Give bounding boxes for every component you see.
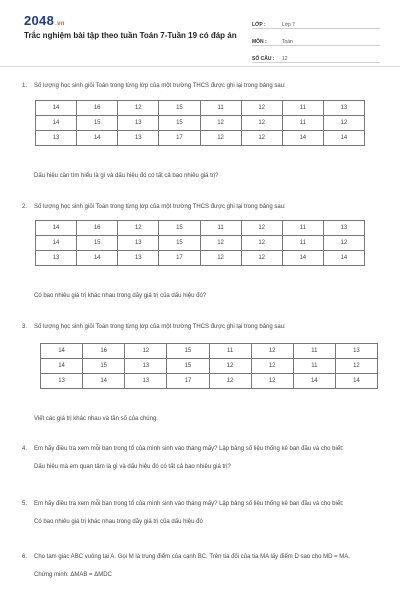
meta-row-class xyxy=(252,14,380,29)
table-cell: 12 xyxy=(241,251,282,266)
table-cell: 14 xyxy=(323,131,364,146)
question-subtext: Có bao nhiêu giá trị khác nhau trong dãy giá trị của dấu hiệu đó? xyxy=(34,293,207,299)
table-cell: 15 xyxy=(159,116,200,131)
question-number: 6. xyxy=(22,554,28,560)
table-cell: 12 xyxy=(241,116,282,131)
table-cell: 11 xyxy=(282,116,323,131)
table-cell: 12 xyxy=(251,359,293,374)
table-cell: 14 xyxy=(41,344,83,359)
question-text: Em hãy điều tra xem mỗi bạn trong tổ của mình sinh vào tháng mấy? Lập bảng số liệu thống kê ban đầu và cho biết: xyxy=(34,446,344,452)
table-cell: 17 xyxy=(159,251,200,266)
table-cell: 12 xyxy=(241,131,282,146)
meta-panel xyxy=(252,14,380,65)
table-cell: 14 xyxy=(77,251,118,266)
table-cell: 16 xyxy=(83,344,125,359)
table-cell: 13 xyxy=(118,236,159,251)
question-number: 3. xyxy=(22,324,28,330)
table-cell: 11 xyxy=(200,221,241,236)
table-cell: 12 xyxy=(323,236,364,251)
table-cell: 12 xyxy=(125,344,167,359)
table-cell: 11 xyxy=(293,359,335,374)
table-cell: 13 xyxy=(118,116,159,131)
question-4 xyxy=(22,445,382,485)
table-cell: 13 xyxy=(118,251,159,266)
table-cell: 12 xyxy=(241,101,282,116)
question-subtext: Có bao nhiêu giá trị khác nhau trong dãy giá trị của dấu hiệu đó xyxy=(34,519,203,525)
table-row xyxy=(36,131,365,146)
table-row xyxy=(41,359,378,374)
table-cell: 12 xyxy=(241,236,282,251)
question-text: Số lượng học sinh giỏi Toán trong từng lớp của một trường THCS được ghi lại trong bảng sau: xyxy=(34,324,286,330)
question-text: Em hãy điều tra xem mỗi bạn trong tổ của mình sinh vào tháng mấy? Lập bảng số liệu thống kê ban đầu và cho biết: xyxy=(34,501,344,507)
question-number: 2. xyxy=(22,204,28,210)
meta-row-subject xyxy=(252,31,380,46)
table-cell: 13 xyxy=(41,374,83,389)
table-cell: 12 xyxy=(251,374,293,389)
meta-row-count xyxy=(252,48,380,63)
question-number: 1. xyxy=(22,83,28,89)
table-cell: 12 xyxy=(323,116,364,131)
logo-suffix: .vn xyxy=(55,21,65,27)
logo-text: 2048 xyxy=(24,13,55,28)
table-cell: 17 xyxy=(167,374,209,389)
table-row xyxy=(41,374,378,389)
table-cell: 15 xyxy=(159,221,200,236)
table-cell: 12 xyxy=(118,101,159,116)
table-row xyxy=(36,236,365,251)
table-cell: 12 xyxy=(251,344,293,359)
table-cell: 13 xyxy=(36,251,77,266)
table-cell: 13 xyxy=(118,131,159,146)
table-cell: 12 xyxy=(200,116,241,131)
question-text: Số lượng học sinh giỏi Toán trong từng lớp của một trường THCS được ghi lại trong bảng sau: xyxy=(34,83,286,89)
table-row xyxy=(36,101,365,116)
table-cell: 12 xyxy=(241,221,282,236)
table-cell: 11 xyxy=(282,221,323,236)
table-cell: 17 xyxy=(159,131,200,146)
question-subtext: Chứng minh: ΔMAB = ΔMDC xyxy=(34,572,112,578)
table-cell: 13 xyxy=(125,359,167,374)
page-header xyxy=(0,0,400,67)
meta-label: MÔN : xyxy=(252,39,267,45)
question-subtext: Dấu hiệu cần tìm hiểu là gì và dấu hiệu đó có tất cả bao nhiêu giá trị? xyxy=(34,173,219,179)
table-cell: 11 xyxy=(293,344,335,359)
table-cell: 12 xyxy=(335,359,377,374)
data-table xyxy=(35,100,365,146)
question-1 xyxy=(22,82,382,192)
table-row xyxy=(41,344,378,359)
question-subtext: Viết các giá trị khác nhau và tần số của chúng. xyxy=(34,416,158,422)
table-cell: 15 xyxy=(77,116,118,131)
site-logo[interactable] xyxy=(24,13,65,28)
table-cell: 11 xyxy=(282,236,323,251)
table-cell: 13 xyxy=(36,131,77,146)
table-cell: 15 xyxy=(159,236,200,251)
data-table xyxy=(40,343,378,389)
table-cell: 12 xyxy=(200,131,241,146)
table-cell: 14 xyxy=(41,359,83,374)
question-2 xyxy=(22,203,382,313)
question-5 xyxy=(22,500,382,540)
data-table xyxy=(35,220,365,266)
table-cell: 14 xyxy=(282,131,323,146)
table-cell: 11 xyxy=(282,101,323,116)
table-cell: 12 xyxy=(209,374,251,389)
page-title: Trắc nghiệm bài tập theo tuần Toán 7-Tuần 19 có đáp án xyxy=(24,31,237,40)
table-cell: 14 xyxy=(282,251,323,266)
table-cell: 12 xyxy=(209,359,251,374)
table-cell: 13 xyxy=(125,374,167,389)
question-text: Cho tam giác ABC vuông tại A. Gọi M là trung điểm của cạnh BC. Trên tia đối của tia MA lấy điểm D sao cho MD = MA. xyxy=(34,554,350,560)
table-cell: 14 xyxy=(293,374,335,389)
table-cell: 14 xyxy=(83,374,125,389)
table-cell: 15 xyxy=(77,236,118,251)
table-cell: 16 xyxy=(77,101,118,116)
table-cell: 14 xyxy=(335,374,377,389)
table-cell: 13 xyxy=(335,344,377,359)
table-cell: 14 xyxy=(36,116,77,131)
meta-label: LỚP : xyxy=(252,22,266,28)
table-row xyxy=(36,251,365,266)
table-cell: 15 xyxy=(167,344,209,359)
table-cell: 15 xyxy=(159,101,200,116)
table-cell: 11 xyxy=(209,344,251,359)
question-subtext: Dấu hiệu mà em quan tâm là gì và dấu hiệu đó có tất cả bao nhiêu giá trị? xyxy=(34,464,231,470)
table-cell: 12 xyxy=(200,251,241,266)
table-cell: 16 xyxy=(77,221,118,236)
table-cell: 14 xyxy=(36,101,77,116)
meta-value: Lớp 7 xyxy=(282,22,296,28)
question-3 xyxy=(22,323,382,433)
question-text: Số lượng học sinh giỏi Toán trong từng lớp của một trường THCS được ghi lại trong bảng sau: xyxy=(34,204,286,210)
table-cell: 14 xyxy=(36,221,77,236)
table-cell: 15 xyxy=(167,359,209,374)
table-cell: 15 xyxy=(83,359,125,374)
table-row xyxy=(36,116,365,131)
question-number: 5. xyxy=(22,501,28,507)
table-cell: 14 xyxy=(36,236,77,251)
question-number: 4. xyxy=(22,446,28,452)
table-cell: 13 xyxy=(323,101,364,116)
table-cell: 11 xyxy=(200,101,241,116)
meta-label: SỐ CÂU : xyxy=(252,56,275,62)
question-6 xyxy=(22,553,382,593)
meta-value: Toán xyxy=(282,39,293,45)
table-row xyxy=(36,221,365,236)
table-cell: 12 xyxy=(118,221,159,236)
meta-value: 12 xyxy=(282,56,288,62)
table-cell: 14 xyxy=(323,251,364,266)
table-cell: 12 xyxy=(200,236,241,251)
table-cell: 14 xyxy=(77,131,118,146)
table-cell: 13 xyxy=(323,221,364,236)
